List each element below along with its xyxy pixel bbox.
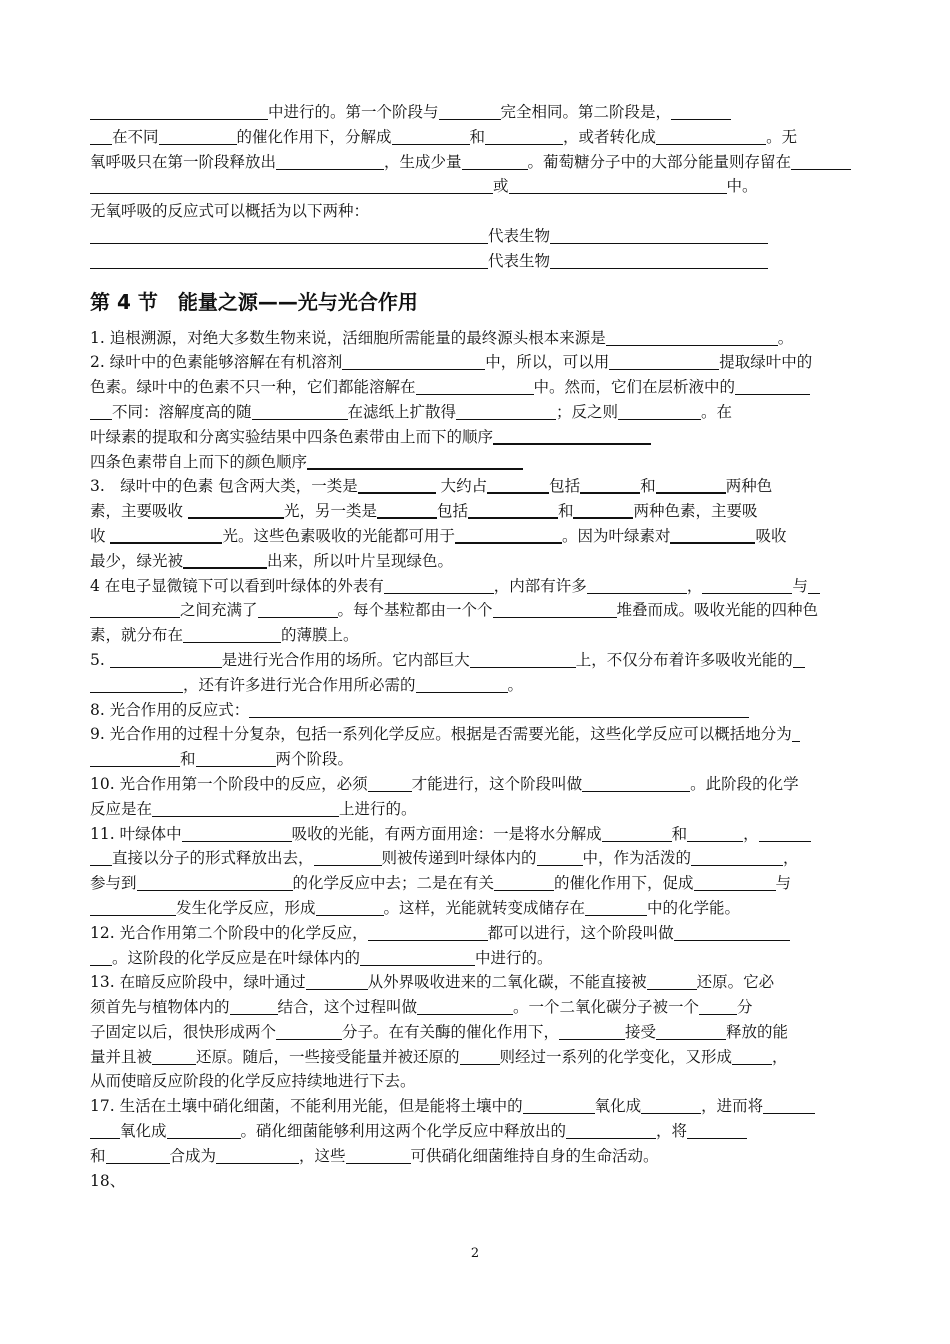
exercise-body <box>90 326 855 1194</box>
fill-in-blank[interactable] <box>439 103 501 120</box>
fill-in-blank[interactable] <box>537 849 583 866</box>
body-text: ，进而将 <box>701 1097 764 1116</box>
fill-in-blank[interactable] <box>674 924 790 941</box>
fill-in-blank[interactable] <box>249 701 749 718</box>
fill-in-blank[interactable] <box>188 501 284 519</box>
body-line <box>90 499 855 524</box>
body-text: 则被传递到叶绿体内的 <box>381 849 537 868</box>
body-text: 光，另一类是 <box>283 502 377 521</box>
fill-in-blank[interactable] <box>792 725 800 742</box>
document-page <box>90 100 855 1193</box>
fill-in-blank[interactable] <box>735 378 810 395</box>
fill-in-blank[interactable] <box>167 1122 241 1139</box>
fill-in-blank[interactable] <box>468 501 558 519</box>
body-text: 素，主要吸收 <box>90 502 188 521</box>
body-text: 不同：溶解度高的随 <box>112 402 252 421</box>
body-text: 两种色 <box>725 477 773 496</box>
body-line <box>90 1094 855 1119</box>
fill-in-blank[interactable] <box>550 227 768 244</box>
body-text: 。因为叶绿素对 <box>561 526 671 545</box>
intro-text: 中。 <box>726 177 758 196</box>
fill-in-blank[interactable] <box>656 1023 726 1040</box>
fill-in-blank[interactable] <box>416 676 508 693</box>
fill-in-blank[interactable] <box>196 750 276 767</box>
body-text: 。 <box>507 675 524 694</box>
body-text: 结合，这个过程叫做 <box>277 998 418 1017</box>
fill-in-blank[interactable] <box>793 651 805 668</box>
body-line <box>90 1045 855 1070</box>
fill-in-blank[interactable] <box>580 476 640 494</box>
body-text: 和 <box>640 477 656 496</box>
fill-in-blank[interactable] <box>90 601 180 618</box>
body-text: 两个阶段。 <box>275 750 354 769</box>
body-text: ，还有许多进行光合作用所必需的 <box>183 675 416 694</box>
body-text: 和 <box>671 824 688 843</box>
fill-in-blank[interactable] <box>587 577 687 594</box>
fill-in-blank[interactable] <box>90 949 112 966</box>
body-line <box>90 970 855 995</box>
body-text: 中。然而，它们在层析液中的 <box>533 378 736 397</box>
fill-in-blank[interactable] <box>152 1048 196 1065</box>
fill-in-blank[interactable] <box>618 403 701 420</box>
section-title: 第 4 节 能量之源——光与光合作用 <box>90 289 418 314</box>
body-line <box>90 1144 855 1169</box>
body-line <box>90 350 855 375</box>
body-line <box>90 822 855 847</box>
body-text: 出来，所以叶片呈现绿色。 <box>267 551 454 570</box>
body-line <box>90 1169 855 1194</box>
body-text: 。在 <box>701 402 733 421</box>
body-line <box>90 896 855 921</box>
body-line <box>90 623 855 648</box>
body-text: 与 <box>792 576 808 595</box>
intro-text: 氧呼吸只在第一阶段释放出 <box>90 152 277 171</box>
fill-in-blank[interactable] <box>392 128 470 145</box>
body-line <box>90 673 855 698</box>
fill-in-blank[interactable] <box>493 427 651 445</box>
body-text: 分子。在有关酶的催化作用下， <box>342 1022 560 1041</box>
fill-in-blank[interactable] <box>360 949 475 966</box>
body-text: 还原。它必 <box>696 973 775 992</box>
fill-in-blank[interactable] <box>566 1122 656 1139</box>
fill-in-blank[interactable] <box>368 775 412 792</box>
fill-in-blank[interactable] <box>152 800 339 817</box>
body-text: 素，就分布在 <box>90 626 184 645</box>
body-text: 参与到 <box>90 874 137 893</box>
fill-in-blank[interactable] <box>732 1048 772 1065</box>
body-text: 四条色素带自上而下的颜色顺序 <box>90 452 308 471</box>
body-text: 17. 生活在土壤中硝化细菌，不能利用光能，但是能将土壤中的 <box>90 1097 523 1116</box>
body-text: ，内部有许多 <box>493 576 587 595</box>
body-line <box>90 1020 855 1045</box>
fill-in-blank[interactable] <box>90 403 112 420</box>
body-text: 的薄膜上。 <box>281 626 359 645</box>
body-text: 与 <box>775 874 792 893</box>
fill-in-blank[interactable] <box>455 526 562 544</box>
fill-in-blank[interactable] <box>470 651 576 668</box>
body-line <box>90 450 855 475</box>
body-line <box>90 1069 855 1094</box>
fill-in-blank[interactable] <box>656 476 726 494</box>
intro-text: 。葡萄糖分子中的大部分能量则存留在 <box>527 152 792 171</box>
fill-in-blank[interactable] <box>306 973 368 990</box>
body-text: 。每个基粒都由一个个 <box>337 601 493 620</box>
body-text: 4 在电子显微镜下可以看到叶绿体的外表有 <box>90 576 384 595</box>
intro-line <box>90 224 855 249</box>
fill-in-blank[interactable] <box>358 476 436 494</box>
fill-in-blank[interactable] <box>417 998 513 1015</box>
body-line <box>90 549 855 574</box>
body-text: 释放的能 <box>726 1022 789 1041</box>
body-text: ，将 <box>656 1122 688 1141</box>
intro-text: 无氧呼吸的反应式可以概括为以下两种： <box>90 202 370 221</box>
body-line <box>90 921 855 946</box>
body-text: 两种色素，主要吸 <box>633 502 758 521</box>
fill-in-blank[interactable] <box>691 849 783 866</box>
body-text: 从而使暗反应阶段的化学反应持续地进行下去。 <box>90 1072 416 1091</box>
fill-in-blank[interactable] <box>137 874 293 891</box>
body-text: 的催化作用下，促成 <box>554 874 694 893</box>
fill-in-blank[interactable] <box>694 874 776 891</box>
fill-in-blank[interactable] <box>183 551 267 569</box>
body-text: 分 <box>737 998 753 1017</box>
body-line <box>90 425 855 450</box>
fill-in-blank[interactable] <box>656 128 766 145</box>
fill-in-blank[interactable] <box>90 676 183 693</box>
body-text: 1. 追根溯源，对绝大多数生物来说，活细胞所需能量的最终源头根本来源是 <box>90 328 606 347</box>
body-text: 中进行的。 <box>475 948 553 967</box>
fill-in-blank[interactable] <box>314 849 382 866</box>
body-line <box>90 772 855 797</box>
fill-in-blank[interactable] <box>90 899 176 916</box>
body-text: 13. 在暗反应阶段中，绿叶通过 <box>90 973 306 992</box>
fill-in-blank[interactable] <box>487 476 549 494</box>
intro-text: 。无 <box>766 127 798 146</box>
body-text: 光。这些色素吸收的光能都可用于 <box>222 526 455 545</box>
body-text: 提取绿叶中的 <box>719 353 813 372</box>
body-line <box>90 946 855 971</box>
body-text: 须首先与植物体内的 <box>90 998 230 1017</box>
body-text: 。硝化细菌能够利用这两个化学反应中释放出的 <box>240 1122 567 1141</box>
body-text: 量并且被 <box>90 1047 153 1066</box>
fill-in-blank[interactable] <box>602 825 672 842</box>
fill-in-blank[interactable] <box>276 153 384 170</box>
body-text: 大约占 <box>435 477 488 496</box>
body-text: 11. 叶绿体中 <box>90 824 182 843</box>
fill-in-blank[interactable] <box>808 577 820 594</box>
fill-in-blank[interactable] <box>559 1023 625 1040</box>
intro-line <box>90 100 855 125</box>
body-text: 氧化成 <box>594 1097 642 1116</box>
fill-in-blank[interactable] <box>687 1122 747 1139</box>
body-text: 氧化成 <box>120 1122 167 1141</box>
fill-in-blank[interactable] <box>90 177 493 194</box>
intro-line <box>90 249 855 274</box>
fill-in-blank[interactable] <box>90 252 488 269</box>
fill-in-blank[interactable] <box>763 1097 815 1114</box>
fill-in-blank[interactable] <box>699 998 737 1015</box>
body-text: 中的化学能。 <box>647 898 741 917</box>
body-text: 和 <box>90 1146 106 1165</box>
body-text: 。这样，光能就转变成储存在 <box>383 898 586 917</box>
body-text: 是进行光合作用的场所。它内部巨大 <box>221 650 470 669</box>
body-text: 的化学反应中去；二是在有关 <box>292 874 495 893</box>
body-text: 叶绿素的提取和分离实验结果中四条色素带由上而下的顺序 <box>90 427 494 446</box>
body-text: ， <box>772 1047 788 1066</box>
body-text: 10. 光合作用第一个阶段中的反应，必须 <box>90 774 368 793</box>
body-text: 2. 绿叶中的色素能够溶解在有机溶剂 <box>90 353 343 372</box>
body-text: ， <box>686 576 703 595</box>
fill-in-blank[interactable] <box>90 849 112 866</box>
body-text: 子固定以后，很快形成两个 <box>90 1022 277 1041</box>
body-text: 12. 光合作用第二个阶段中的化学反应， <box>90 923 368 942</box>
intro-text: 在不同 <box>112 127 159 146</box>
body-text: ，这些 <box>299 1146 346 1165</box>
fill-in-blank[interactable] <box>216 1147 299 1164</box>
fill-in-blank[interactable] <box>641 1097 701 1114</box>
fill-in-blank[interactable] <box>346 1147 411 1164</box>
intro-text: ，生成少量 <box>384 152 462 171</box>
body-text: 吸收的光能，有两方面用途：一是将水分解成 <box>291 824 602 843</box>
body-line <box>90 375 855 400</box>
fill-in-blank[interactable] <box>183 626 281 643</box>
body-text: 最少，绿光被 <box>90 551 184 570</box>
fill-in-blank[interactable] <box>759 825 811 842</box>
body-text: 还原。随后，一些接受能量并被还原的 <box>196 1047 460 1066</box>
body-text: 8. 光合作用的反应式： <box>90 700 250 719</box>
body-text: 可供硝化细菌维持自身的生命活动。 <box>410 1146 659 1165</box>
body-text: 和 <box>557 502 574 521</box>
body-line <box>90 524 855 549</box>
body-text: ， <box>743 824 759 843</box>
intro-paragraph <box>90 100 855 274</box>
body-text: 包括 <box>549 477 581 496</box>
fill-in-blank[interactable] <box>110 526 222 544</box>
fill-in-blank[interactable] <box>550 252 768 269</box>
fill-in-blank[interactable] <box>159 128 237 145</box>
body-text: 5. <box>90 650 110 669</box>
fill-in-blank[interactable] <box>523 1097 595 1114</box>
fill-in-blank[interactable] <box>609 353 719 370</box>
body-text: 中，所以，可以用 <box>485 353 610 372</box>
body-text: 之间充满了 <box>180 601 258 620</box>
body-text: 9. 光合作用的过程十分复杂，包括一系列化学反应。根据是否需要光能，这些化学反应可以概括地分为 <box>90 725 792 744</box>
intro-line <box>90 150 855 175</box>
body-line <box>90 400 855 425</box>
fill-in-blank[interactable] <box>494 874 554 891</box>
body-text: 3. 绿叶中的色素 包含两大类，一类是 <box>90 477 358 496</box>
body-line <box>90 846 855 871</box>
page-number: 2 <box>470 1246 480 1261</box>
intro-line <box>90 174 855 199</box>
fill-in-blank[interactable] <box>493 601 617 618</box>
body-text: 色素。绿叶中的色素不只一种，它们都能溶解在 <box>90 378 416 397</box>
fill-in-blank[interactable] <box>377 501 437 519</box>
intro-text: 代表生物 <box>488 226 551 245</box>
fill-in-blank[interactable] <box>671 103 731 120</box>
body-text: 。 <box>777 328 794 347</box>
body-text: 上进行的。 <box>339 799 417 818</box>
body-line <box>90 326 855 351</box>
fill-in-blank[interactable] <box>647 973 697 990</box>
intro-text: ，或者转化成 <box>563 127 657 146</box>
fill-in-blank[interactable] <box>573 501 633 519</box>
fill-in-blank[interactable] <box>316 899 384 916</box>
fill-in-blank[interactable] <box>460 1048 500 1065</box>
fill-in-blank[interactable] <box>342 353 485 370</box>
body-line <box>90 574 855 599</box>
body-text: 中，作为活泼的 <box>582 849 692 868</box>
body-text: 合成为 <box>169 1146 217 1165</box>
fill-in-blank[interactable] <box>485 128 563 145</box>
body-text: 上，不仅分布着许多吸收光能的 <box>575 650 793 669</box>
intro-text: 代表生物 <box>488 251 551 270</box>
body-text: 。一个二氧化碳分子被一个 <box>513 998 700 1017</box>
body-text: 包括 <box>436 502 468 521</box>
fill-in-blank[interactable] <box>258 601 338 618</box>
fill-in-blank[interactable] <box>90 227 488 244</box>
fill-in-blank[interactable] <box>687 825 743 842</box>
intro-line <box>90 199 855 224</box>
intro-text: 完全相同。第二阶段是， <box>500 103 672 121</box>
body-text: ；反之则 <box>556 402 619 421</box>
fill-in-blank[interactable] <box>106 1147 170 1164</box>
intro-text: 和 <box>469 127 486 146</box>
fill-in-blank[interactable] <box>582 775 690 792</box>
fill-in-blank[interactable] <box>307 452 523 470</box>
body-text: 直接以分子的形式释放出去， <box>112 849 314 868</box>
body-text: 反应是在 <box>90 799 153 818</box>
body-line <box>90 1119 855 1144</box>
body-line <box>90 722 855 747</box>
body-text: 。这阶段的化学反应是在叶绿体内的 <box>112 948 361 967</box>
body-text: 都可以进行，这个阶段叫做 <box>487 923 674 942</box>
fill-in-blank[interactable] <box>509 177 727 194</box>
fill-in-blank[interactable] <box>90 750 180 767</box>
body-text: 18、 <box>90 1171 126 1190</box>
fill-in-blank[interactable] <box>90 103 268 120</box>
body-text: 发生化学反应，形成 <box>176 898 316 917</box>
fill-in-blank[interactable] <box>252 403 348 420</box>
body-text: 。此阶段的化学 <box>690 774 799 793</box>
fill-in-blank[interactable] <box>230 998 278 1015</box>
fill-in-blank[interactable] <box>585 899 647 916</box>
body-line <box>90 598 855 623</box>
fill-in-blank[interactable] <box>276 1023 342 1040</box>
intro-text: 的催化作用下，分解成 <box>236 127 392 146</box>
body-line <box>90 871 855 896</box>
fill-in-blank[interactable] <box>670 526 755 544</box>
body-text: 则经过一系列的化学变化，又形成 <box>499 1047 733 1066</box>
body-line <box>90 797 855 822</box>
intro-text: 或 <box>493 177 509 196</box>
body-text: 在滤纸上扩散得 <box>347 402 457 421</box>
body-text: 吸收 <box>755 526 787 545</box>
body-line <box>90 995 855 1020</box>
body-text: 从外界吸收进来的二氧化碳，不能直接被 <box>367 973 647 992</box>
intro-text: 中进行的。第一个阶段与 <box>268 103 439 121</box>
body-line <box>90 474 855 499</box>
body-text: 才能进行，这个阶段叫做 <box>411 774 583 793</box>
body-text: ， <box>783 849 799 868</box>
fill-in-blank[interactable] <box>462 153 528 170</box>
body-text: 接受 <box>625 1022 657 1041</box>
fill-in-blank[interactable] <box>416 378 534 395</box>
fill-in-blank[interactable] <box>90 1122 120 1139</box>
fill-in-blank[interactable] <box>368 924 488 941</box>
body-text: 收 <box>90 526 111 545</box>
intro-line <box>90 125 855 150</box>
body-text: 和 <box>180 750 196 769</box>
body-text: 堆叠而成。吸收光能的四种色 <box>616 601 819 620</box>
fill-in-blank[interactable] <box>182 825 292 842</box>
body-line <box>90 698 855 723</box>
fill-in-blank[interactable] <box>702 577 792 594</box>
body-line <box>90 747 855 772</box>
fill-in-blank[interactable] <box>110 651 222 668</box>
fill-in-blank[interactable] <box>456 403 556 420</box>
fill-in-blank[interactable] <box>384 577 494 594</box>
fill-in-blank[interactable] <box>791 153 851 170</box>
body-line <box>90 648 855 673</box>
fill-in-blank[interactable] <box>606 329 778 346</box>
fill-in-blank[interactable] <box>90 128 112 145</box>
